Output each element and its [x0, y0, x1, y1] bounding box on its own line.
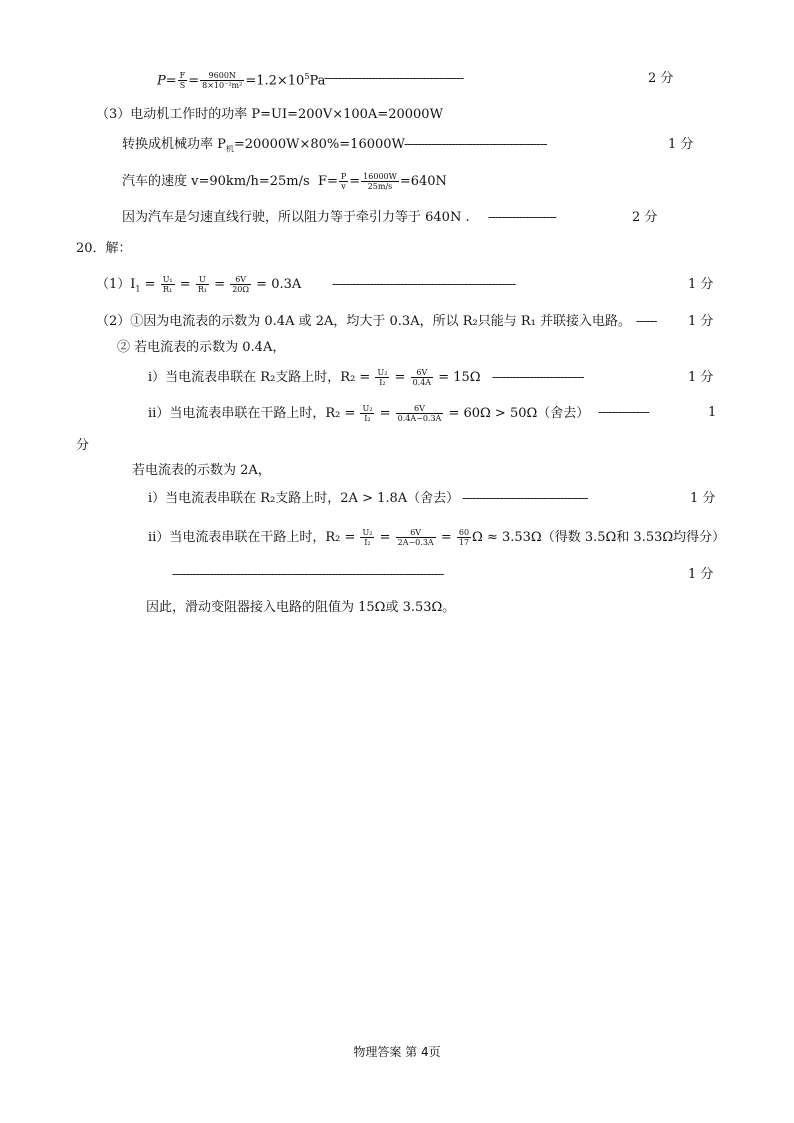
fraction: $\frac{P}{v}$	[340, 172, 347, 191]
fraction: $\frac{9600N}{\text{8×10⁻²m²}}$	[202, 71, 243, 91]
score-dashes: ------------------------------------------	[404, 137, 547, 152]
fraction: $\frac{60}{17}$	[458, 528, 470, 547]
score-value: 1 分	[688, 314, 714, 329]
score-dashes: -------------------------------------	[462, 491, 588, 506]
case-04A-line: ② 若电流表的示数为 0.4A，	[117, 340, 286, 355]
score-value: 1 分	[688, 370, 714, 385]
fraction: $\frac{\text{U₁}}{\text{R₁}}$	[162, 275, 173, 294]
score-value: 2 分	[648, 71, 674, 86]
score-value: 1 分	[668, 137, 694, 152]
fraction: $\frac{F}{S}$	[179, 71, 186, 91]
case-branch-2A-line: ⅰ）当电流表串联在 R₂支路上时，2A > 1.8A（舍去）	[148, 491, 460, 506]
fraction: $\frac{6V}{2A-0.3A}$	[397, 528, 434, 547]
part-2-line: （2）①因为电流表的示数为 0.4A 或 2A，均大于 0.3A，所以 R₂只能与 R₁ 并联接入电路。	[96, 314, 631, 329]
score-value: 1 分	[688, 277, 714, 292]
fraction: $\frac{6V}{20\Omega}$	[232, 275, 250, 294]
fraction: $\frac{6V}{0.4A-0.3A}$	[397, 404, 442, 423]
score-value: 1 分	[690, 491, 716, 506]
score-dashes: ---------------------------	[492, 370, 584, 385]
score-dashes: --------------------	[488, 210, 556, 225]
case-2A-line: 若电流表的示数为 2A，	[132, 463, 271, 478]
case-branch-line: ⅰ）当电流表串联在 R₂支路上时，R₂ = $\frac{\text{U₂}}{\text{I₂}}$ = $\frac{6V}{0.4A}$ = 15Ω	[148, 368, 481, 387]
fraction: $\frac{U}{\text{R₁}}$	[197, 275, 208, 294]
score-value: 1 分	[688, 567, 714, 582]
score-dashes: -----------------------------------------	[324, 71, 464, 86]
score-value: 2 分	[632, 210, 658, 225]
pressure-formula-line: P= $\frac{F}{S}$ = $\frac{9600N}{\text{8×10⁻²m²}}$ $=1.2\times 10^5Pa$	[157, 71, 326, 91]
page-footer: 物理答案 第 4页	[353, 1045, 441, 1059]
case-main-2A-line: ⅱ）当电流表串联在干路上时，R₂ = $\frac{\text{U₂}}{\text{I₂}}$ = $\frac{6V}{2A-0.3A}$ = $\frac{60}{17}$ Ω ≈ 3.53Ω（得数 3.5Ω和 3.53Ω均得分）	[148, 528, 726, 547]
fraction: $\frac{\text{U₂}}{\text{I₂}}$	[377, 368, 388, 387]
score-dashes: ---------------	[598, 405, 649, 420]
case-main-line: ⅱ）当电流表串联在干路上时，R₂ = $\frac{\text{U₂}}{\text{I₂}}$ = $\frac{6V}{0.4A-0.3A}$ = 60Ω > 50Ω（舍去）	[148, 404, 590, 423]
power-line: （3）电动机工作时的功率 P=UI=200V×100A=20000W	[96, 107, 443, 122]
score-dashes: ------------------------------------------------------	[332, 277, 516, 292]
conclusion-line: 因此，滑动变阻器接入电路的阻值为 15Ω或 3.53Ω。	[146, 600, 456, 615]
fraction: $\frac{\text{U₂}}{\text{I₂}}$	[362, 528, 373, 547]
fraction: $\frac{6V}{0.4A}$	[412, 368, 432, 387]
score-value: 1	[708, 405, 717, 420]
fraction: $\frac{16000W}{25m/s}$	[363, 172, 397, 191]
question-20-heading: 20．解：	[76, 241, 132, 256]
resistance-line: 因为汽车是匀速直线行驶，所以阻力等于牵引力等于 640N .	[122, 210, 470, 225]
score-dashes: ------	[636, 314, 657, 329]
mechanical-power-line: 转换成机械功率 $P_机=20000W\times 80\%=16000W$	[122, 137, 405, 154]
score-dashes: --------------------------------------------------------------------------------	[172, 567, 444, 582]
fraction: $\frac{\text{U₂}}{\text{I₂}}$	[362, 404, 373, 423]
speed-force-line: 汽车的速度 v=90km/h=25m/s F= $\frac{P}{v}$ = $\frac{16000W}{25m/s}$ =640N	[122, 172, 447, 191]
score-unit: 分	[76, 438, 90, 453]
part-1-line: $(1)I_1$ = $\frac{\text{U₁}}{\text{R₁}}$ = $\frac{U}{\text{R₁}}$ = $\frac{6V}{20\Omega}$ = 0.3A	[96, 275, 302, 294]
